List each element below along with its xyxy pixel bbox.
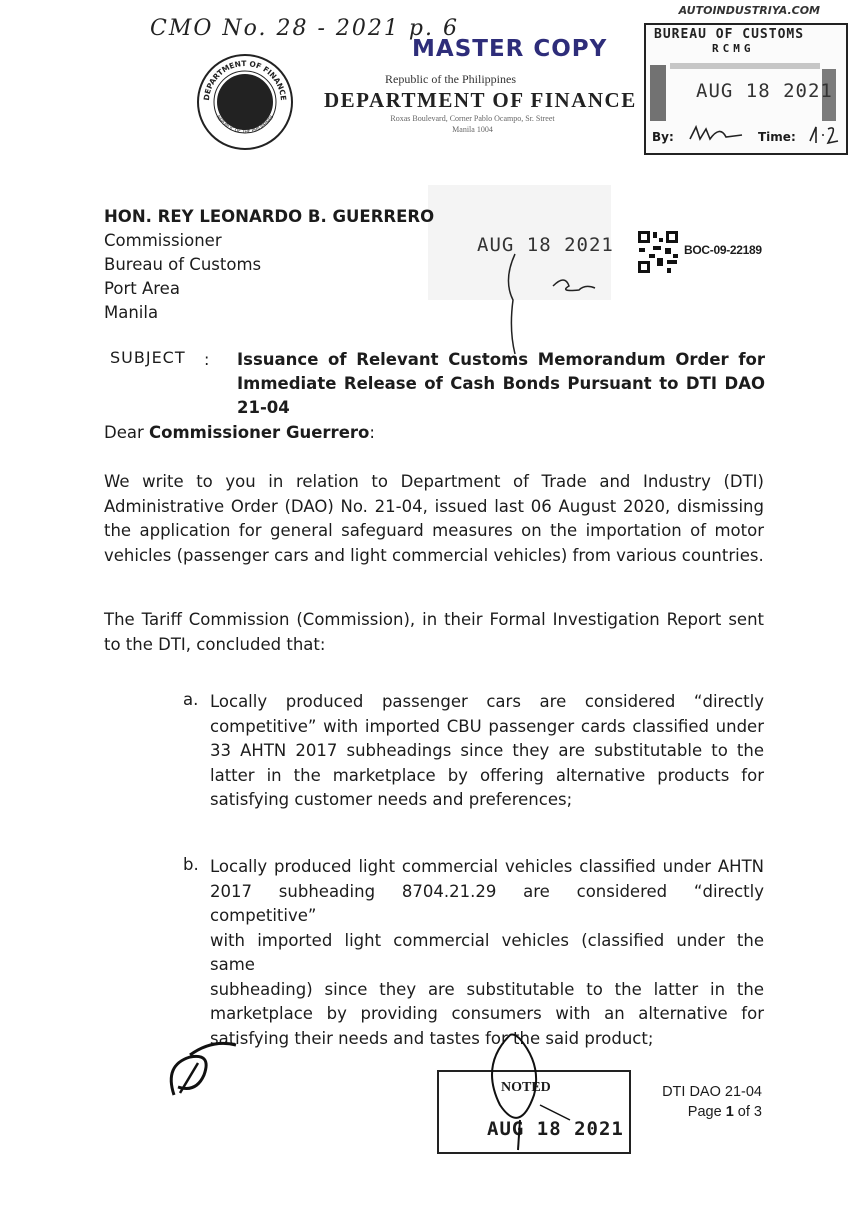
letterhead-republic: Republic of the Philippines <box>385 72 516 86</box>
list-item-line: latter in the marketplace by offering alternative products for <box>210 765 764 785</box>
list-item-line: Locally produced passenger cars are considered “directly <box>210 692 764 711</box>
letterhead-address-line1: Roxas Boulevard, Corner Pablo Ocampo, Sr. Street <box>390 114 555 123</box>
boc-received-stamp <box>644 23 848 155</box>
footer-page-number: 1 <box>725 1104 734 1120</box>
list-item <box>210 855 764 1051</box>
addressee-line3: Port Area <box>104 279 180 298</box>
paragraph-intro <box>104 470 764 568</box>
salutation-prefix: Dear <box>104 423 149 442</box>
paragraph-commission <box>104 608 764 657</box>
addressee-name: HON. REY LEONARDO B. GUERRERO <box>104 207 435 226</box>
addressee-block <box>104 205 434 325</box>
footer-ref: DTI DAO 21-04 <box>662 1084 762 1100</box>
list-item-line: satisfying customer needs and preferences; <box>210 790 573 809</box>
paragraph-line: to the DTI, concluded that: <box>104 634 326 654</box>
addressee-line2: Bureau of Customs <box>104 255 262 274</box>
list-item-line: Locally produced light commercial vehicles classified under AHTN <box>210 857 764 876</box>
salutation-name: Commissioner Guerrero <box>149 423 370 442</box>
dof-seal-icon <box>195 52 295 152</box>
qr-code-icon <box>637 230 679 274</box>
time-handwriting-icon <box>806 121 844 149</box>
paragraph-line: Administrative Order (DAO) No. 21-04, issued last 06 August 2020, dismissing <box>104 496 764 516</box>
paragraph-line: The Tariff Commission (Commission), in their Formal Investigation Report sent <box>104 610 764 629</box>
master-copy-stamp: MASTER COPY <box>412 36 608 62</box>
boc-stamp-date: AUG 18 2021 <box>696 80 833 102</box>
letterhead-address <box>350 113 595 135</box>
handwritten-header-note: CMO No. 28 - 2021 p. 6 <box>150 16 459 41</box>
boc-reference-code: BOC-09-22189 <box>684 243 762 257</box>
salutation-suffix: : <box>369 423 375 442</box>
paragraph-line: We write to you in relation to Department of Trade and Industry (DTI) <box>104 472 764 491</box>
list-item-line: 33 AHTN 2017 subheadings since they are substitutable to the <box>210 741 764 760</box>
boc-stamp-title: BUREAU OF CUSTOMS <box>654 27 805 42</box>
paragraph-line: vehicles (passenger cars and light commercial vehicles) from various countries. <box>104 545 764 565</box>
noted-stamp-date: AUG 18 2021 <box>487 1118 624 1140</box>
footer-page-prefix: Page <box>687 1104 726 1120</box>
initials-signature-icon <box>160 1035 240 1105</box>
list-item-letter: a. <box>183 690 199 709</box>
watermark: AUTOINDUSTRIYA.COM <box>678 4 820 17</box>
signature-loop-icon <box>470 1025 580 1155</box>
footer-page-suffix: of 3 <box>733 1104 762 1120</box>
boc-stamp-by-label: By: <box>652 130 674 144</box>
noted-stamp-label: NOTED <box>501 1080 551 1095</box>
subject-line2: Immediate Release of Cash Bonds Pursuant to DTI DAO 21-04 <box>237 374 765 417</box>
paragraph-line: the application for general safeguard measures on the importation of motor <box>104 521 764 540</box>
list-item <box>210 690 764 813</box>
list-item-line: marketplace by providing consumers with an alternative for <box>210 1004 764 1023</box>
subject-colon: : <box>204 350 210 369</box>
addressee-line4: Manila <box>104 303 159 322</box>
list-item-line: satisfying their needs and tastes for the said product; <box>210 1028 654 1048</box>
seal-text-top: DEPARTMENT OF FINANCE <box>201 58 289 101</box>
seal-text-bottom: REPUBLIC OF THE PHILIPPINES <box>214 114 276 135</box>
list-item-line: subheading) since they are substitutable to the latter in the <box>210 979 764 999</box>
list-item-line: competitive” with imported CBU passenger cards classified under <box>210 716 764 736</box>
addressee-line1: Commissioner <box>104 231 222 250</box>
list-item-letter: b. <box>183 855 199 874</box>
initials-signature-icon <box>686 123 746 145</box>
list-item-line: 2017 subheading 8704.21.29 are considered “directly competitive” <box>210 881 764 925</box>
subject-line1: Issuance of Relevant Customs Memorandum Order for <box>237 350 765 369</box>
boc-stamp-time-label: Time: <box>758 130 796 144</box>
list-item-line: with imported light commercial vehicles (classified under the same <box>210 930 764 974</box>
subject-text <box>237 348 765 420</box>
signature-stroke-icon <box>495 250 615 360</box>
letterhead-department: DEPARTMENT OF FINANCE <box>324 88 637 112</box>
footer-page <box>640 1102 762 1122</box>
page-footer <box>640 1082 762 1122</box>
letterhead-address-line2: Manila 1004 <box>452 125 493 134</box>
received-stamp-date: AUG 18 2021 <box>477 234 614 256</box>
salutation <box>104 423 375 442</box>
subject-label: SUBJECT <box>110 348 186 367</box>
boc-stamp-subtitle: RCMG <box>712 42 755 55</box>
